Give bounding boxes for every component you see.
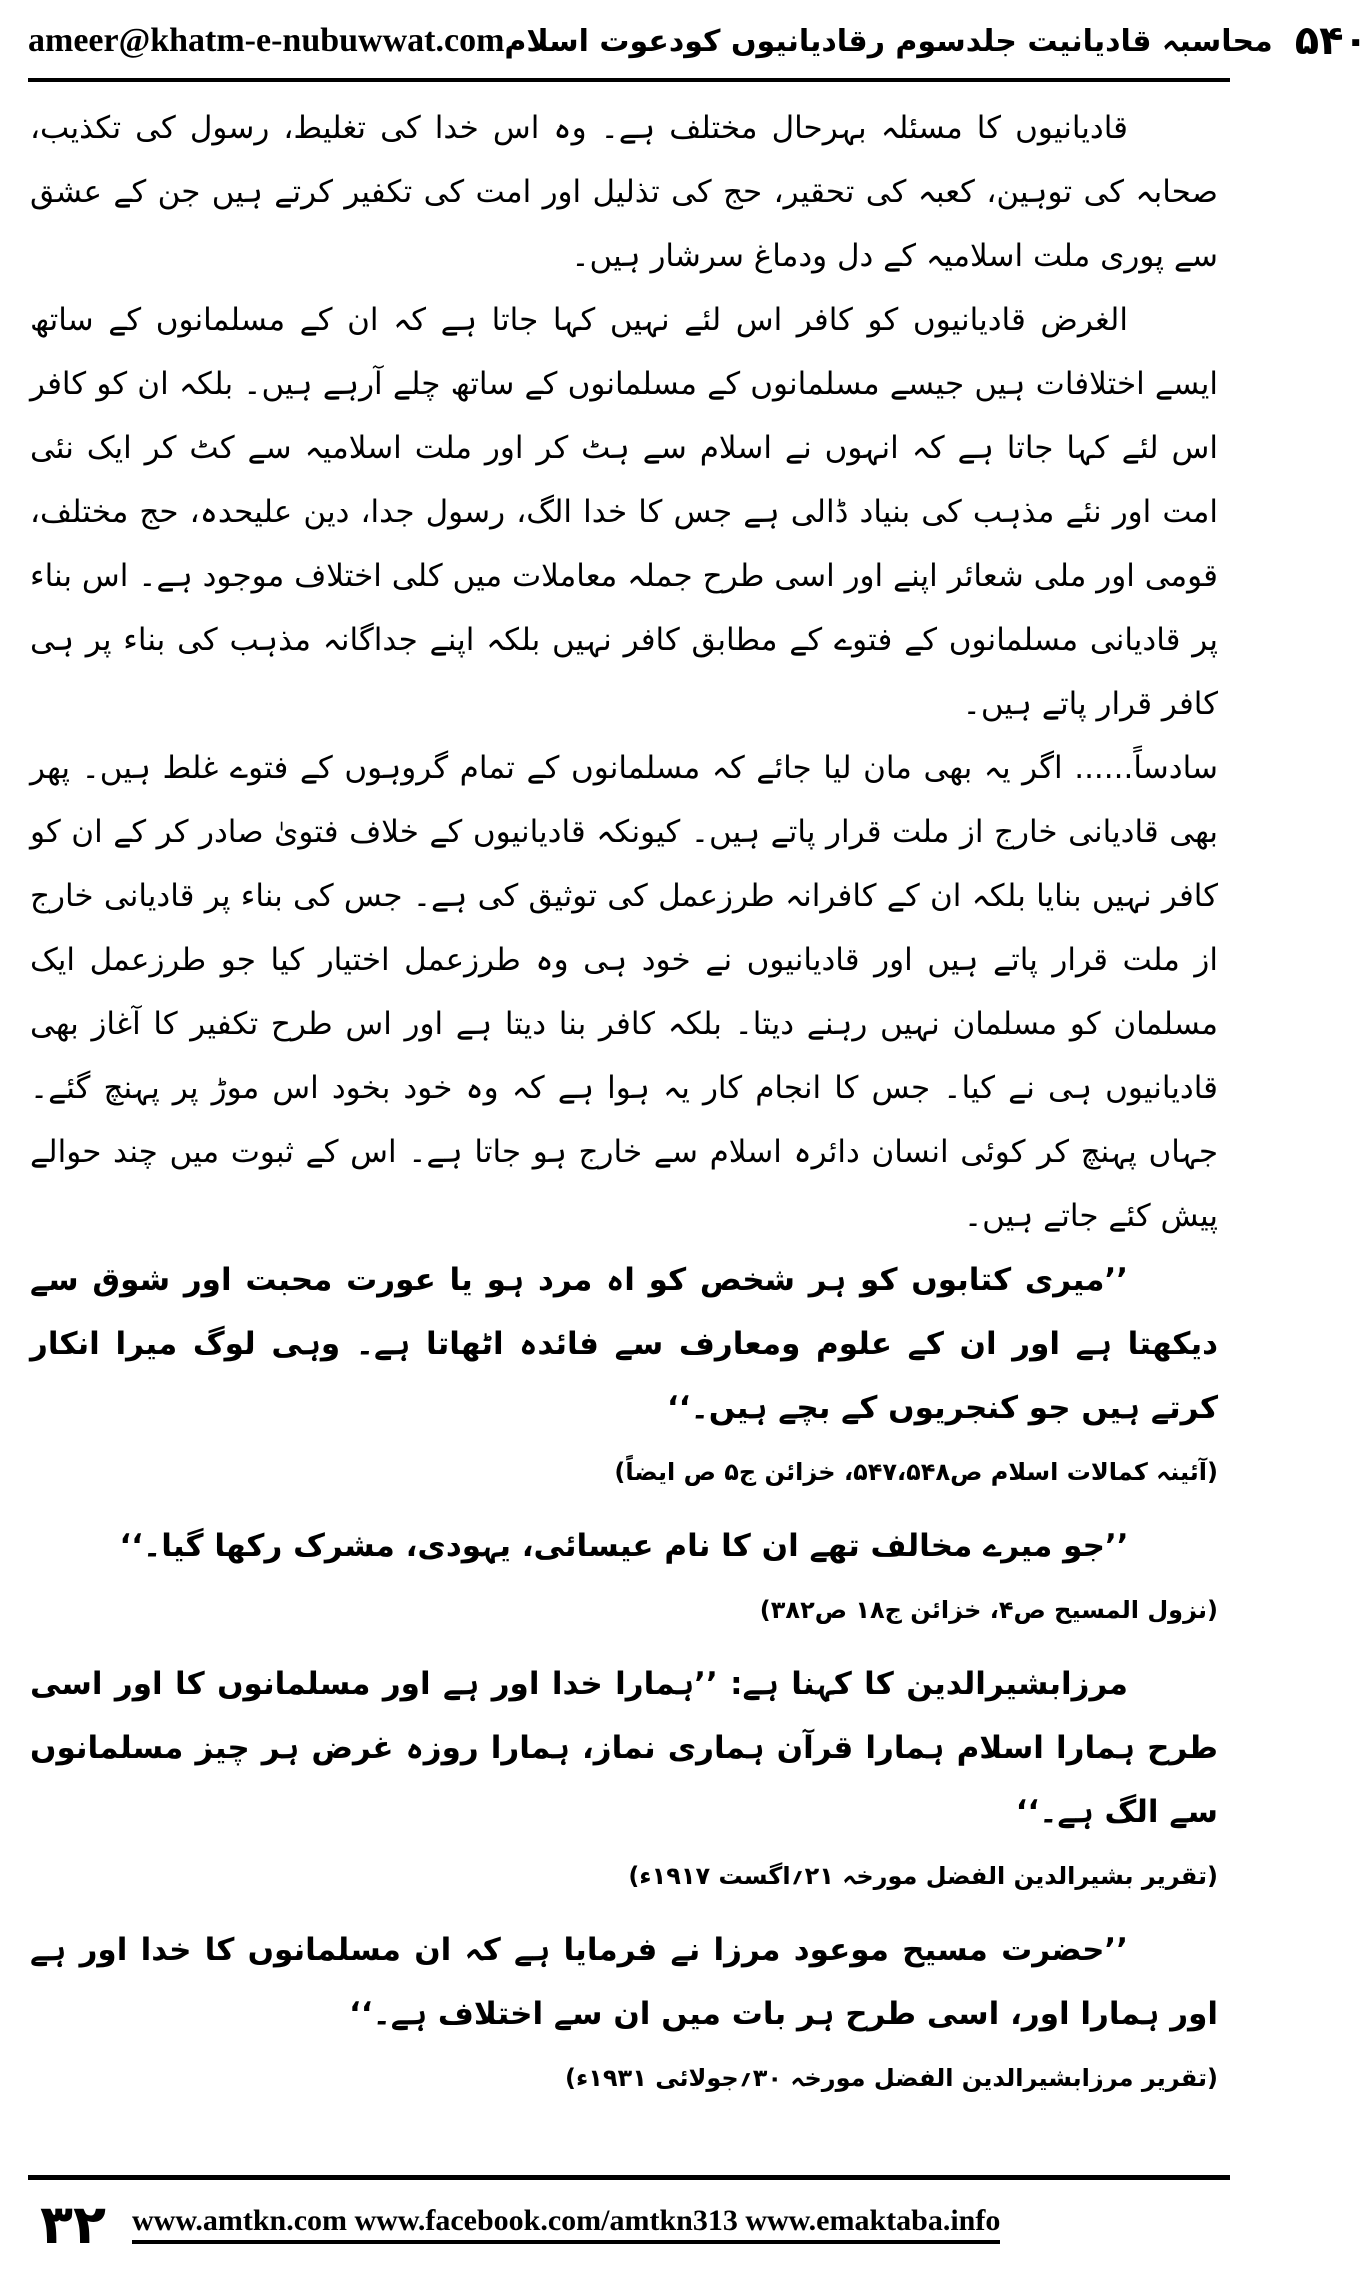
quote-4: ’’حضرت مسیح موعود مرزا نے فرمایا ہے کہ ان مسلمانوں کا خدا اور ہے اور ہمارا اور، اسی طرح ہر بات میں ان سے اختلاف ہے۔‘‘ <box>30 1932 1218 2032</box>
quote-1: ’’میری کتابوں کو ہر شخص کو اہ مرد ہو یا عورت محبت اور شوق سے دیکھتا ہے اور ان کے علوم ومعارف سے فائدہ اٹھاتا ہے۔ وہی لوگ میرا انکار کرتے ہیں جو کنجریوں کے بچے ہیں۔‘‘ <box>30 1262 1218 1426</box>
header-right-group <box>504 18 1368 64</box>
quote-2: ’’جو میرے مخالف تھے ان کا نام عیسائی، یہودی، مشرک رکھا گیا۔‘‘ <box>119 1528 1129 1564</box>
reference-1: (آئینہ کمالات اسلام ص۵۴۷،۵۴۸، خزائن ج۵ ص ایضاً) <box>614 1458 1218 1486</box>
reference-2: (نزول المسیح ص۴، خزائن ج۱۸ ص۳۸۲) <box>759 1596 1218 1624</box>
footer-row <box>28 2191 1230 2257</box>
reference-4: (تقریر مرزابشیرالدین الفضل مورخہ ۳۰؍جولائی ۱۹۳۱ء) <box>565 2064 1218 2092</box>
footer-divider <box>28 2175 1230 2180</box>
page-header <box>28 8 1368 74</box>
page-footer <box>28 2169 1230 2265</box>
footer-links[interactable]: www.amtkn.com www.facebook.com/amtkn313 www.emaktaba.info <box>132 2204 1000 2244</box>
paragraph-2: الغرض قادیانیوں کو کافر اس لئے نہیں کہا جاتا ہے کہ ان کے مسلمانوں کے ساتھ ایسے اختلافات ہیں جیسے مسلمانوں کے مسلمانوں کے ساتھ چلے آرہے ہیں۔ بلکہ ان کو کافر اس لئے کہا جاتا ہے کہ انہوں نے اسلام سے ہٹ کر اور ملت اسلامیہ سے کٹ کر ایک نئی امت اور نئے مذہب کی بنیاد ڈالی ہے جس کا خدا الگ، رسول جدا، دین علیحدہ، حج مختلف، قومی اور ملی شعائر اپنے اور اسی طرح جملہ معاملات میں کلی اختلاف موجود ہے۔ اس بناء پر قادیانی مسلمانوں کے فتوے کے مطابق کافر نہیں بلکہ اپنے جداگانہ مذہب کی بناء پر ہی کافر قرار پاتے ہیں۔ <box>30 302 1218 722</box>
header-email[interactable]: ameer@khatm-e-nubuwwat.com <box>28 22 505 59</box>
running-title: محاسبہ قادیانیت جلدسوم رقادیانیوں کودعوت اسلام <box>504 23 1273 59</box>
quote-3: مرزابشیرالدین کا کہنا ہے: ’’ہمارا خدا اور ہے اور مسلمانوں کا اور اسی طرح ہمارا اسلام ہمارا قرآن ہماری نماز، ہمارا روزہ غرض ہر چیز مسلمانوں سے الگ ہے۔‘‘ <box>30 1666 1218 1830</box>
header-page-number: ۵۴۰ <box>1294 18 1368 64</box>
reference-3: (تقریر بشیرالدین الفضل مورخہ ۲۱؍اگست ۱۹۱۷ء) <box>628 1862 1218 1890</box>
footer-page-number: ۳۲ <box>40 2192 106 2256</box>
paragraph-1: قادیانیوں کا مسئلہ بہرحال مختلف ہے۔ وہ اس خدا کی تغلیط، رسول کی تکذیب، صحابہ کی توہین، کعبہ کی تحقیر، حج کی تذلیل اور امت کی تکفیر کرتے ہیں جن کے عشق سے پوری ملت اسلامیہ کے دل ودماغ سرشار ہیں۔ <box>30 110 1218 274</box>
paragraph-3: سادساً...... اگر یہ بھی مان لیا جائے کہ مسلمانوں کے تمام گروہوں کے فتوے غلط ہیں۔ پھر بھی قادیانی خارج از ملت قرار پاتے ہیں۔ کیونکہ قادیانیوں کے خلاف فتویٰ صادر کر کے ان کو کافر نہیں بنایا بلکہ ان کے کافرانہ طرزعمل کی توثیق کی ہے۔ جس کی بناء پر قادیانی خارج از ملت قرار پاتے ہیں اور قادیانیوں نے خود ہی وہ طرزعمل اختیار کیا جو طرزعمل ایک مسلمان کو مسلمان نہیں رہنے دیتا۔ بلکہ کافر بنا دیتا ہے اور اس طرح تکفیر کا آغاز بھی قادیانیوں ہی نے کیا۔ جس کا انجام کار یہ ہوا ہے کہ وہ خود بخود اس موڑ پر پہنچ گئے۔ جہاں پہنچ کر کوئی انسان دائرہ اسلام سے خارج ہو جاتا ہے۔ اس کے ثبوت میں چند حوالے پیش کئے جاتے ہیں۔ <box>30 750 1218 1234</box>
header-divider <box>28 78 1230 82</box>
body-text <box>30 96 1218 2144</box>
